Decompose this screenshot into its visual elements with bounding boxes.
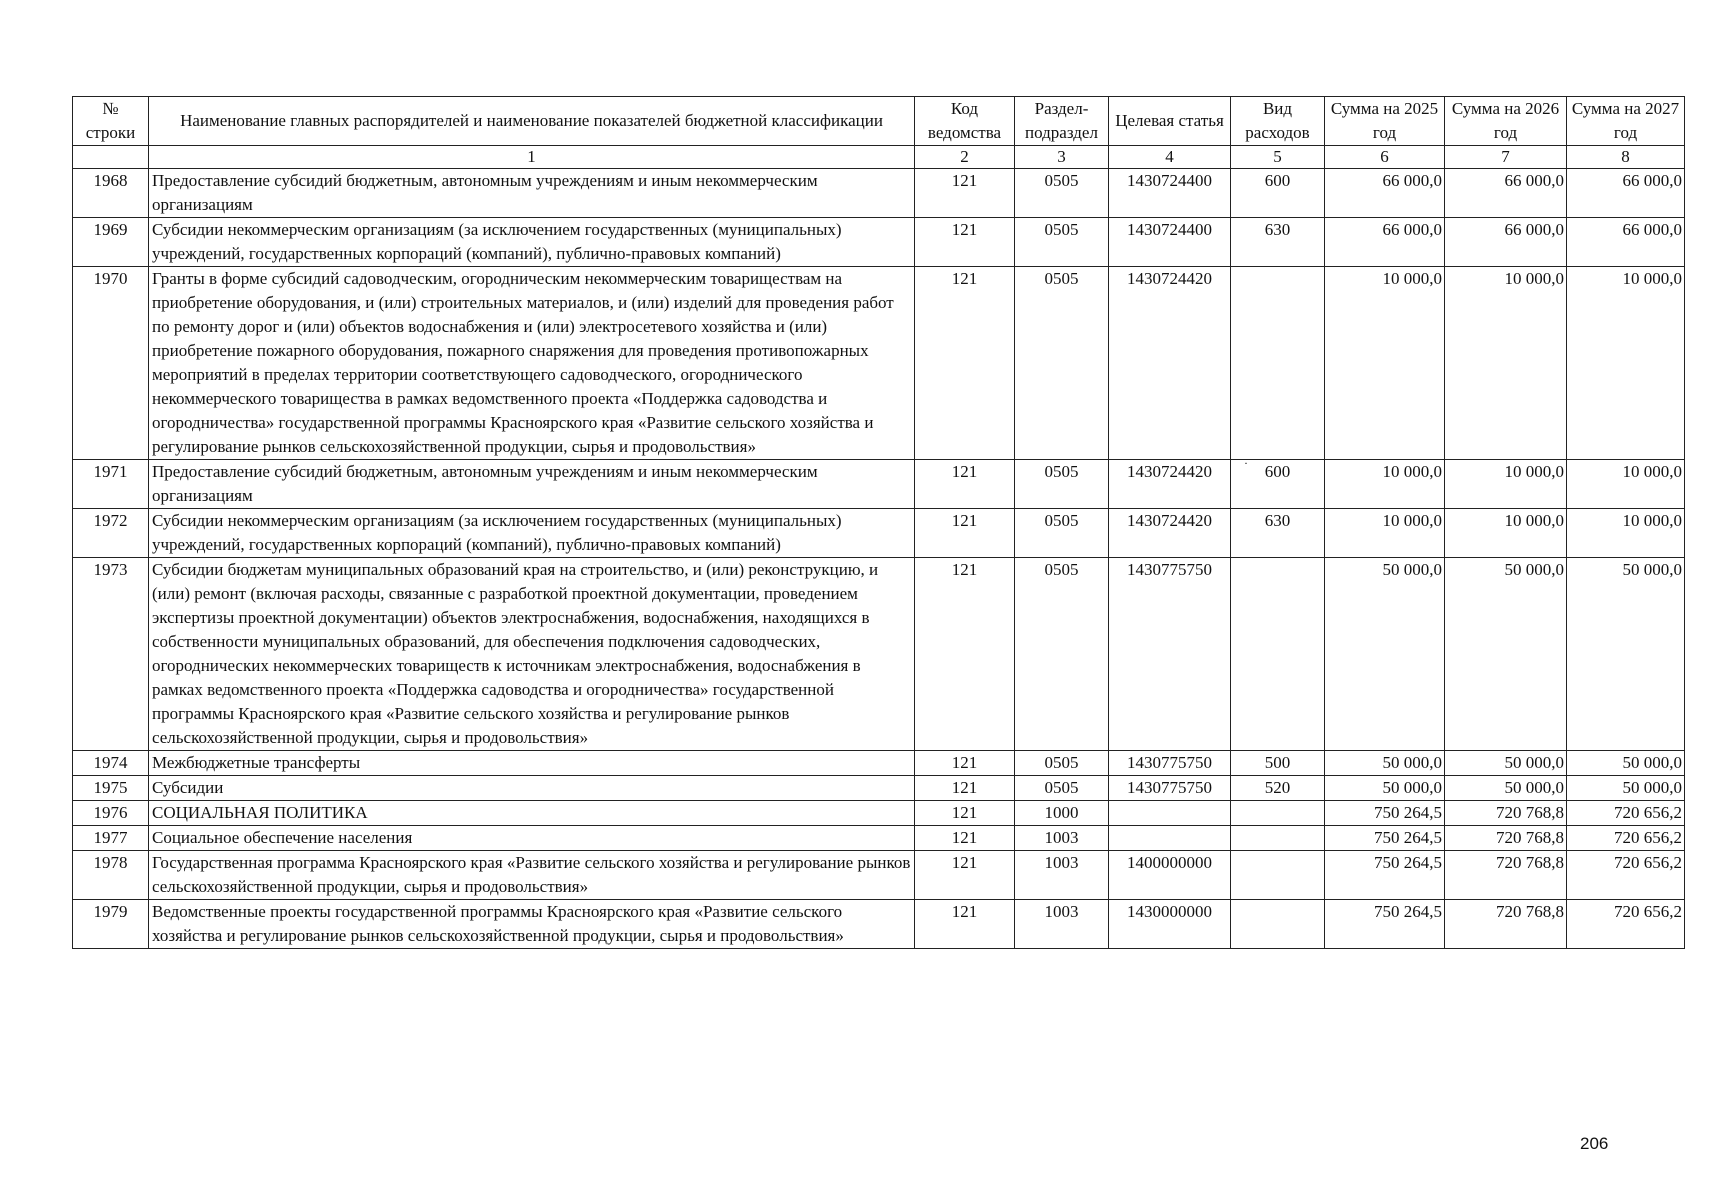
row-section: 0505 [1015, 558, 1109, 751]
row-target [1109, 826, 1231, 851]
row-target: 1400000000 [1109, 851, 1231, 900]
row-number: 1971 [73, 460, 149, 509]
row-name: Субсидии [149, 776, 915, 801]
row-name: Государственная программа Красноярского края «Развитие сельского хозяйства и регулирование рынков сельскохозяйственной продукции, сырья и продовольствия» [149, 851, 915, 900]
row-sum-2025: 10 000,0 [1325, 267, 1445, 460]
table-row [73, 751, 1685, 776]
row-name: Предоставление субсидий бюджетным, автономным учреждениям и иным некоммерческим организациям [149, 169, 915, 218]
header-sum-2026: Сумма на 2026 год [1445, 97, 1567, 146]
row-sum-2025: 50 000,0 [1325, 751, 1445, 776]
row-target: 1430724420 [1109, 509, 1231, 558]
row-section: 0505 [1015, 218, 1109, 267]
row-sum-2025: 10 000,0 [1325, 460, 1445, 509]
row-dept-code: 121 [915, 460, 1015, 509]
scan-mark: · [1244, 456, 1248, 470]
row-dept-code: 121 [915, 267, 1015, 460]
row-target: 1430000000 [1109, 900, 1231, 949]
row-sum-2027: 50 000,0 [1567, 558, 1685, 751]
row-sum-2027: 10 000,0 [1567, 460, 1685, 509]
table-row [73, 900, 1685, 949]
row-number: 1978 [73, 851, 149, 900]
column-index: 1 [149, 146, 915, 169]
row-name: Межбюджетные трансферты [149, 751, 915, 776]
row-name: Субсидии бюджетам муниципальных образований края на строительство, и (или) реконструкцию, и (или) ремонт (включая расходы, связанные с разработкой проектной документации, проведением экспертизы проектной документации) объектов электроснабжения, водоснабжения, находящихся в собственности муниципальных образований, для обеспечения подключения садоводческих, огороднических некоммерческих товариществ к источникам электроснабжения, водоснабжения в рамках ведомственного проекта «Поддержка садоводства и огородничества» государственной программы Красноярского края «Развитие сельского хозяйства и регулирование рынков сельскохозяйственной продукции, сырья и продовольствия» [149, 558, 915, 751]
row-sum-2025: 50 000,0 [1325, 558, 1445, 751]
header-name: Наименование главных распорядителей и наименование показателей бюджетной классификации [149, 97, 915, 146]
row-dept-code: 121 [915, 900, 1015, 949]
column-index: 7 [1445, 146, 1567, 169]
row-number: 1968 [73, 169, 149, 218]
row-sum-2026: 720 768,8 [1445, 801, 1567, 826]
row-target: 1430775750 [1109, 558, 1231, 751]
row-number: 1973 [73, 558, 149, 751]
column-index: 8 [1567, 146, 1685, 169]
row-sum-2025: 66 000,0 [1325, 169, 1445, 218]
row-sum-2026: 66 000,0 [1445, 218, 1567, 267]
row-number: 1972 [73, 509, 149, 558]
row-dept-code: 121 [915, 801, 1015, 826]
row-sum-2026: 50 000,0 [1445, 751, 1567, 776]
row-sum-2027: 10 000,0 [1567, 509, 1685, 558]
header-sum-2025: Сумма на 2025 год [1325, 97, 1445, 146]
row-sum-2026: 10 000,0 [1445, 509, 1567, 558]
row-sum-2025: 750 264,5 [1325, 900, 1445, 949]
row-number: 1974 [73, 751, 149, 776]
column-index: 5 [1231, 146, 1325, 169]
row-sum-2025: 750 264,5 [1325, 826, 1445, 851]
row-expense-type [1231, 826, 1325, 851]
row-number: 1976 [73, 801, 149, 826]
table-row [73, 801, 1685, 826]
header-target: Целевая статья [1109, 97, 1231, 146]
row-expense-type [1231, 267, 1325, 460]
row-expense-type: 600 [1231, 169, 1325, 218]
row-sum-2026: 720 768,8 [1445, 851, 1567, 900]
header-sum-2027: Сумма на 2027 год [1567, 97, 1685, 146]
table-row [73, 558, 1685, 751]
header-expense-type: Вид расходов [1231, 97, 1325, 146]
header-section: Раздел- подраздел [1015, 97, 1109, 146]
row-sum-2027: 10 000,0 [1567, 267, 1685, 460]
row-expense-type [1231, 900, 1325, 949]
row-sum-2027: 720 656,2 [1567, 826, 1685, 851]
row-sum-2026: 720 768,8 [1445, 826, 1567, 851]
row-expense-type: 630 [1231, 509, 1325, 558]
column-index-row [73, 146, 1685, 169]
header-dept-code: Код ведомства [915, 97, 1015, 146]
row-sum-2027: 50 000,0 [1567, 776, 1685, 801]
header-row [73, 97, 1685, 146]
row-dept-code: 121 [915, 826, 1015, 851]
column-index: 3 [1015, 146, 1109, 169]
row-sum-2025: 10 000,0 [1325, 509, 1445, 558]
column-index-blank [73, 146, 149, 169]
row-expense-type: 500 [1231, 751, 1325, 776]
row-sum-2027: 50 000,0 [1567, 751, 1685, 776]
row-expense-type: 630 [1231, 218, 1325, 267]
row-expense-type [1231, 558, 1325, 751]
row-section: 0505 [1015, 509, 1109, 558]
row-sum-2025: 50 000,0 [1325, 776, 1445, 801]
row-dept-code: 121 [915, 851, 1015, 900]
row-number: 1975 [73, 776, 149, 801]
row-section: 0505 [1015, 169, 1109, 218]
row-name: Субсидии некоммерческим организациям (за исключением государственных (муниципальных) учреждений, государственных корпораций (компаний), публично-правовых компаний) [149, 509, 915, 558]
row-number: 1970 [73, 267, 149, 460]
row-sum-2025: 66 000,0 [1325, 218, 1445, 267]
row-sum-2025: 750 264,5 [1325, 801, 1445, 826]
row-dept-code: 121 [915, 776, 1015, 801]
row-expense-type [1231, 801, 1325, 826]
table-row [73, 851, 1685, 900]
row-sum-2027: 66 000,0 [1567, 218, 1685, 267]
table-row [73, 218, 1685, 267]
row-section: 1003 [1015, 900, 1109, 949]
column-index: 4 [1109, 146, 1231, 169]
row-sum-2026: 66 000,0 [1445, 169, 1567, 218]
table-row [73, 776, 1685, 801]
row-section: 0505 [1015, 751, 1109, 776]
row-sum-2025: 750 264,5 [1325, 851, 1445, 900]
row-dept-code: 121 [915, 509, 1015, 558]
budget-table [72, 96, 1685, 949]
row-name: Субсидии некоммерческим организациям (за исключением государственных (муниципальных) учреждений, государственных корпораций (компаний), публично-правовых компаний) [149, 218, 915, 267]
row-section: 0505 [1015, 267, 1109, 460]
row-target: 1430724400 [1109, 218, 1231, 267]
row-number: 1969 [73, 218, 149, 267]
row-sum-2026: 50 000,0 [1445, 776, 1567, 801]
row-target: 1430775750 [1109, 751, 1231, 776]
row-name: Гранты в форме субсидий садоводческим, огородническим некоммерческим товариществам на приобретение оборудования, и (или) строительных материалов, и (или) изделий для проведения работ по ремонту дорог и (или) объектов водоснабжения и (или) электросетевого хозяйства и (или) приобретение пожарного оборудования, пожарного снаряжения для проведения противопожарных мероприятий в пределах территории соответствующего садоводческого, огороднического некоммерческого товарищества в рамках ведомственного проекта «Поддержка садоводства и огородничества» государственной программы Красноярского края «Развитие сельского хозяйства и регулирование рынков сельскохозяйственной продукции, сырья и продовольствия» [149, 267, 915, 460]
row-sum-2027: 720 656,2 [1567, 900, 1685, 949]
table-row [73, 267, 1685, 460]
row-expense-type [1231, 851, 1325, 900]
row-name: Социальное обеспечение населения [149, 826, 915, 851]
column-index: 6 [1325, 146, 1445, 169]
row-number: 1977 [73, 826, 149, 851]
row-target: 1430775750 [1109, 776, 1231, 801]
row-target: 1430724420 [1109, 460, 1231, 509]
row-sum-2026: 10 000,0 [1445, 460, 1567, 509]
row-sum-2026: 10 000,0 [1445, 267, 1567, 460]
column-index: 2 [915, 146, 1015, 169]
row-dept-code: 121 [915, 169, 1015, 218]
row-dept-code: 121 [915, 218, 1015, 267]
row-target: 1430724420 [1109, 267, 1231, 460]
row-sum-2027: 66 000,0 [1567, 169, 1685, 218]
row-dept-code: 121 [915, 751, 1015, 776]
row-sum-2026: 50 000,0 [1445, 558, 1567, 751]
row-sum-2027: 720 656,2 [1567, 851, 1685, 900]
header-row-no: № строки [73, 97, 149, 146]
row-name: Предоставление субсидий бюджетным, автономным учреждениям и иным некоммерческим организациям [149, 460, 915, 509]
page-number: 206 [1580, 1134, 1609, 1153]
row-number: 1979 [73, 900, 149, 949]
row-target [1109, 801, 1231, 826]
row-section: 1000 [1015, 801, 1109, 826]
row-name: СОЦИАЛЬНАЯ ПОЛИТИКА [149, 801, 915, 826]
row-sum-2027: 720 656,2 [1567, 801, 1685, 826]
table-row [73, 169, 1685, 218]
row-section: 0505 [1015, 460, 1109, 509]
row-name: Ведомственные проекты государственной программы Красноярского края «Развитие сельского хозяйства и регулирование рынков сельскохозяйственной продукции, сырья и продовольствия» [149, 900, 915, 949]
row-section: 1003 [1015, 851, 1109, 900]
row-sum-2026: 720 768,8 [1445, 900, 1567, 949]
table-row [73, 460, 1685, 509]
row-expense-type: 600 [1231, 460, 1325, 509]
row-section: 1003 [1015, 826, 1109, 851]
row-section: 0505 [1015, 776, 1109, 801]
row-expense-type: 520 [1231, 776, 1325, 801]
table-row [73, 826, 1685, 851]
table-row [73, 509, 1685, 558]
row-target: 1430724400 [1109, 169, 1231, 218]
row-dept-code: 121 [915, 558, 1015, 751]
